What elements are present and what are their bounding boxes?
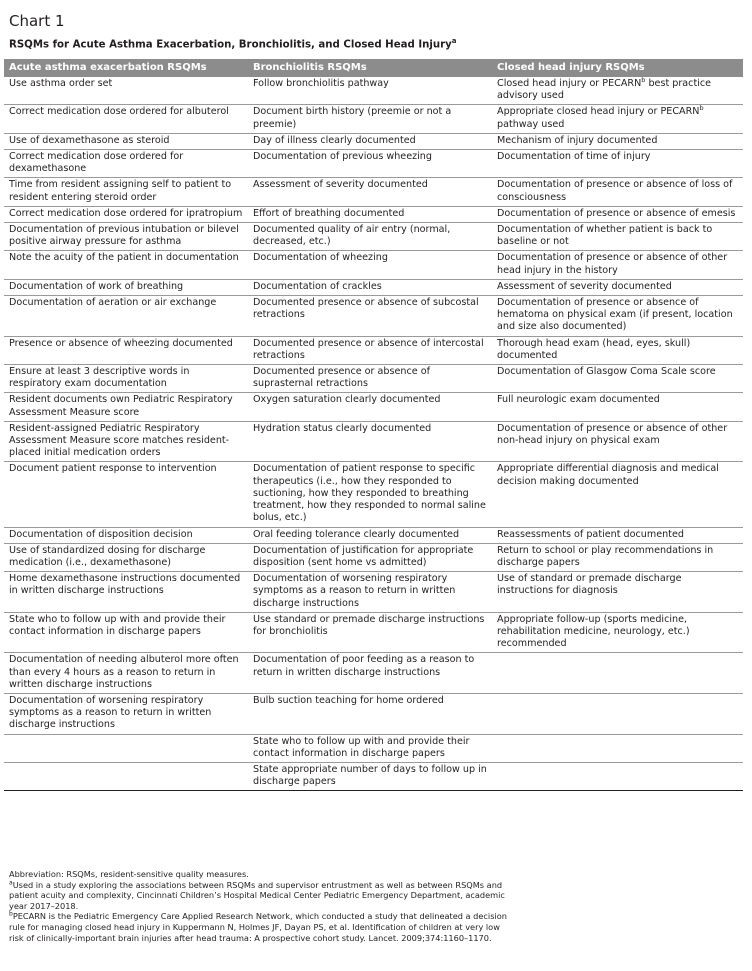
table-row (4, 543, 743, 571)
cell-head-injury: Use of standard or premade discharge instructions for diagnosis (492, 572, 743, 613)
header-asthma: Acute asthma exacerbation RSQMs (4, 59, 248, 77)
footnote-mark: b (699, 104, 704, 113)
table-row (4, 693, 743, 734)
footnote-mark: b (641, 75, 646, 84)
cell-head-injury (492, 693, 743, 734)
cell-head-injury: Documentation of presence or absence of other non-head injury on physical exam (492, 421, 743, 462)
cell-asthma: Documentation of disposition decision (4, 527, 248, 543)
table-row (4, 223, 743, 251)
cell-asthma: Resident documents own Pediatric Respiratory Assessment Measure score (4, 393, 248, 421)
rsqm-table (4, 59, 743, 791)
cell-bronchiolitis: Use standard or premade discharge instructions for bronchiolitis (248, 612, 492, 653)
cell-asthma: Documentation of worsening respiratory symptoms as a reason to return in written discharge instructions (4, 693, 248, 734)
cell-head-injury: Assessment of severity documented (492, 279, 743, 295)
cell-head-injury: Documentation of presence or absence of emesis (492, 206, 743, 222)
cell-head-injury: Closed head injury or PECARN$^b$ best practice advisory used (492, 77, 743, 105)
abbreviation-note: Abbreviation: RSQMs, resident-sensitive quality measures. (9, 869, 249, 879)
table-row (4, 734, 743, 762)
cell-asthma: Use of standardized dosing for discharge medication (i.e., dexamethasone) (4, 543, 248, 571)
cell-asthma: Documentation of work of breathing (4, 279, 248, 295)
cell-bronchiolitis: Documented quality of air entry (normal, decreased, etc.) (248, 223, 492, 251)
cell-asthma: Home dexamethasone instructions documented in written discharge instructions (4, 572, 248, 613)
cell-head-injury: Mechanism of injury documented (492, 133, 743, 149)
cell-asthma: Presence or absence of wheezing documented (4, 336, 248, 364)
table-row (4, 206, 743, 222)
cell-bronchiolitis: Documented presence or absence of intercostal retractions (248, 336, 492, 364)
table-row (4, 653, 743, 694)
table-row (4, 527, 743, 543)
cell-asthma: Note the acuity of the patient in documentation (4, 251, 248, 279)
cell-bronchiolitis: Bulb suction teaching for home ordered (248, 693, 492, 734)
cell-asthma: Documentation of aeration or air exchange (4, 296, 248, 337)
cell-head-injury: Reassessments of patient documented (492, 527, 743, 543)
footnote-a (9, 880, 509, 912)
cell-head-injury: Documentation of presence or absence of hematoma on physical exam (if present, location and size also documented) (492, 296, 743, 337)
table-row (4, 296, 743, 337)
header-bronchiolitis: Bronchiolitis RSQMs (248, 59, 492, 77)
cell-bronchiolitis: Documentation of justification for appropriate disposition (sent home vs admitted) (248, 543, 492, 571)
cell-asthma (4, 762, 248, 790)
table-row (4, 421, 743, 462)
chart-title-text: RSQMs for Acute Asthma Exacerbation, Bronchiolitis, and Closed Head Injury (9, 39, 452, 51)
cell-bronchiolitis: Hydration status clearly documented (248, 421, 492, 462)
cell-bronchiolitis: Documentation of crackles (248, 279, 492, 295)
cell-asthma: Documentation of needing albuterol more often than every 4 hours as a reason to return in written discharge instructions (4, 653, 248, 694)
table-row (4, 77, 743, 105)
table-row (4, 762, 743, 790)
table-row (4, 612, 743, 653)
cell-asthma (4, 734, 248, 762)
cell-bronchiolitis: Assessment of severity documented (248, 178, 492, 206)
table-body (4, 77, 743, 791)
cell-bronchiolitis: Oral feeding tolerance clearly documented (248, 527, 492, 543)
footnote-a-text: Used in a study exploring the associations between RSQMs and supervisor entrustment as well as between RSQMs and patient acuity and complexity, Cincinnati Children’s Hospital Medical Center Pediatric Emergency Department, academic year 2017–2018. (9, 879, 505, 911)
table-row (4, 150, 743, 178)
table-header-row (4, 59, 743, 77)
cell-asthma: Resident-assigned Pediatric Respiratory Assessment Measure score matches resident-placed initial medication orders (4, 421, 248, 462)
cell-bronchiolitis: Follow bronchiolitis pathway (248, 77, 492, 105)
table-row (4, 393, 743, 421)
header-head-injury: Closed head injury RSQMs (492, 59, 743, 77)
cell-asthma: Document patient response to intervention (4, 462, 248, 527)
table-row (4, 365, 743, 393)
chart-label: Chart 1 (9, 12, 65, 30)
cell-bronchiolitis: Documented presence or absence of subcostal retractions (248, 296, 492, 337)
footnote-b-text: PECARN is the Pediatric Emergency Care Applied Research Network, which conducted a study that delineated a decision rule for managing closed head injury in Kuppermann N, Holmes JF, Dayan PS, et al. Identification of children at very low risk of clinically-important brain injuries after head trauma: A prospective cohort study. Lancet. 2009;374:1160–1170. (9, 911, 507, 943)
cell-bronchiolitis: Documented presence or absence of suprasternal retractions (248, 365, 492, 393)
cell-bronchiolitis: Day of illness clearly documented (248, 133, 492, 149)
table-row (4, 462, 743, 527)
cell-asthma: Use asthma order set (4, 77, 248, 105)
cell-bronchiolitis: Document birth history (preemie or not a preemie) (248, 105, 492, 133)
cell-head-injury: Appropriate closed head injury or PECARN$^b$ pathway used (492, 105, 743, 133)
cell-head-injury: Documentation of Glasgow Coma Scale score (492, 365, 743, 393)
cell-asthma: State who to follow up with and provide their contact information in discharge papers (4, 612, 248, 653)
chart-title (9, 37, 457, 50)
cell-bronchiolitis: Documentation of previous wheezing (248, 150, 492, 178)
cell-head-injury: Appropriate follow-up (sports medicine, rehabilitation medicine, neurology, etc.) recommended (492, 612, 743, 653)
cell-asthma: Correct medication dose ordered for dexamethasone (4, 150, 248, 178)
cell-bronchiolitis: Documentation of worsening respiratory symptoms as a reason to return in written discharge instructions (248, 572, 492, 613)
footnotes (9, 869, 509, 943)
table-row (4, 336, 743, 364)
cell-head-injury: Documentation of presence or absence of other head injury in the history (492, 251, 743, 279)
cell-bronchiolitis: State appropriate number of days to follow up in discharge papers (248, 762, 492, 790)
cell-asthma: Use of dexamethasone as steroid (4, 133, 248, 149)
footnote-b-mark: b (9, 910, 13, 918)
cell-bronchiolitis: Oxygen saturation clearly documented (248, 393, 492, 421)
cell-bronchiolitis: Documentation of patient response to specific therapeutics (i.e., how they responded to suctioning, how they responded to breathing treatment, how they responded to normal saline bolus, etc.) (248, 462, 492, 527)
cell-head-injury: Full neurologic exam documented (492, 393, 743, 421)
cell-head-injury: Documentation of time of injury (492, 150, 743, 178)
footnote-a-mark: a (9, 878, 13, 886)
cell-bronchiolitis: State who to follow up with and provide their contact information in discharge papers (248, 734, 492, 762)
cell-head-injury: Return to school or play recommendations in discharge papers (492, 543, 743, 571)
table-row (4, 251, 743, 279)
cell-asthma: Time from resident assigning self to patient to resident entering steroid order (4, 178, 248, 206)
cell-head-injury: Thorough head exam (head, eyes, skull) documented (492, 336, 743, 364)
table-row (4, 105, 743, 133)
table-row (4, 279, 743, 295)
cell-head-injury: Documentation of presence or absence of loss of consciousness (492, 178, 743, 206)
cell-bronchiolitis: Documentation of poor feeding as a reason to return in written discharge instructions (248, 653, 492, 694)
cell-head-injury: Appropriate differential diagnosis and medical decision making documented (492, 462, 743, 527)
cell-asthma: Correct medication dose ordered for albuterol (4, 105, 248, 133)
cell-head-injury: Documentation of whether patient is back to baseline or not (492, 223, 743, 251)
cell-head-injury (492, 762, 743, 790)
cell-head-injury (492, 734, 743, 762)
cell-asthma: Correct medication dose ordered for ipratropium (4, 206, 248, 222)
table-row (4, 133, 743, 149)
cell-head-injury (492, 653, 743, 694)
table-row (4, 572, 743, 613)
cell-bronchiolitis: Documentation of wheezing (248, 251, 492, 279)
cell-asthma: Documentation of previous intubation or bilevel positive airway pressure for asthma (4, 223, 248, 251)
cell-bronchiolitis: Effort of breathing documented (248, 206, 492, 222)
cell-asthma: Ensure at least 3 descriptive words in respiratory exam documentation (4, 365, 248, 393)
chart-title-footnote-mark: a (451, 37, 457, 45)
table-row (4, 178, 743, 206)
footnote-b (9, 911, 509, 943)
